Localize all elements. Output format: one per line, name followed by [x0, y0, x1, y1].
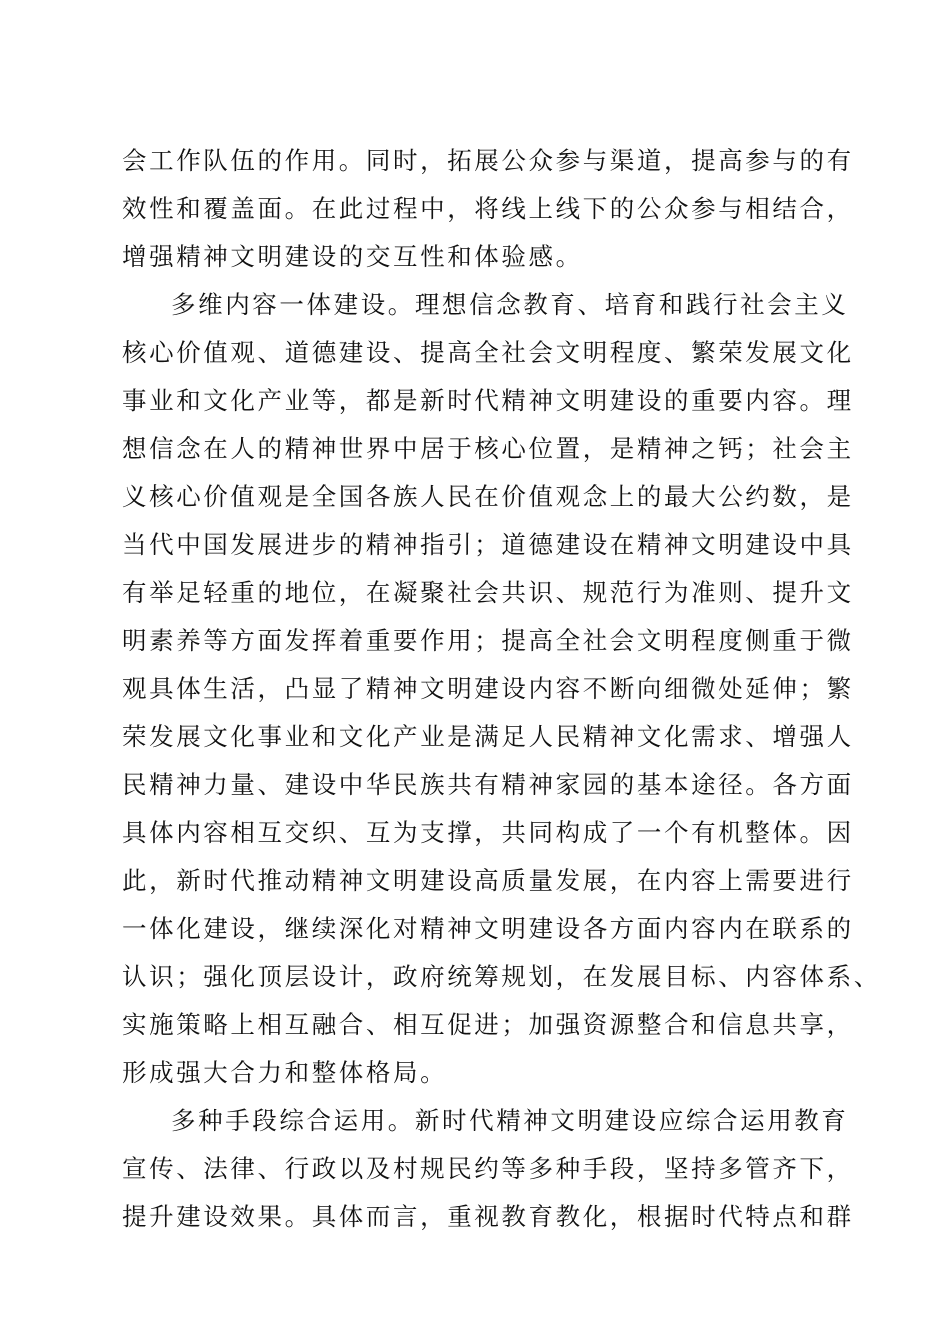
paragraph-first-line: 多维内容一体建设。理想信念教育、培育和践行社会主义	[171, 290, 849, 319]
text-line: 宣传、法律、行政以及村规民约等多种手段，坚持多管齐下，	[122, 1154, 854, 1183]
text-line: 核心价值观、道德建设、提高全社会文明程度、繁荣发展文化	[122, 338, 854, 367]
text-line: 实施策略上相互融合、相互促进；加强资源整合和信息共享，	[122, 1010, 854, 1039]
text-line: 增强精神文明建设的交互性和体验感。	[122, 242, 583, 271]
text-line: 事业和文化产业等，都是新时代精神文明建设的重要内容。理	[122, 386, 854, 415]
text-line: 荣发展文化事业和文化产业是满足人民精神文化需求、增强人	[122, 722, 854, 751]
text-line: 提升建设效果。具体而言，重视教育教化，根据时代特点和群	[122, 1202, 854, 1231]
text-line: 会工作队伍的作用。同时，拓展公众参与渠道，提高参与的有	[122, 146, 854, 175]
text-line: 此，新时代推动精神文明建设高质量发展，在内容上需要进行	[122, 866, 854, 895]
body-text	[122, 137, 881, 1241]
paragraph-first-line: 多种手段综合运用。新时代精神文明建设应综合运用教育	[171, 1106, 849, 1135]
text-line: 义核心价值观是全国各族人民在价值观念上的最大公约数，是	[122, 482, 854, 511]
text-line: 当代中国发展进步的精神指引；道德建设在精神文明建设中具	[122, 530, 854, 559]
text-line: 效性和覆盖面。在此过程中，将线上线下的公众参与相结合，	[122, 194, 854, 223]
text-line: 一体化建设，继续深化对精神文明建设各方面内容内在联系的	[122, 914, 854, 943]
text-line: 明素养等方面发挥着重要作用；提高全社会文明程度侧重于微	[122, 626, 854, 655]
text-line: 有举足轻重的地位，在凝聚社会共识、规范行为准则、提升文	[122, 578, 854, 607]
text-line: 形成强大合力和整体格局。	[122, 1058, 448, 1087]
text-line: 观具体生活，凸显了精神文明建设内容不断向细微处延伸；繁	[122, 674, 854, 703]
text-line: 具体内容相互交织、互为支撑，共同构成了一个有机整体。因	[122, 818, 854, 847]
text-line: 认识；强化顶层设计，政府统筹规划，在发展目标、内容体系、	[122, 962, 881, 991]
text-line: 民精神力量、建设中华民族共有精神家园的基本途径。各方面	[122, 770, 854, 799]
text-line: 想信念在人的精神世界中居于核心位置，是精神之钙；社会主	[122, 434, 854, 463]
